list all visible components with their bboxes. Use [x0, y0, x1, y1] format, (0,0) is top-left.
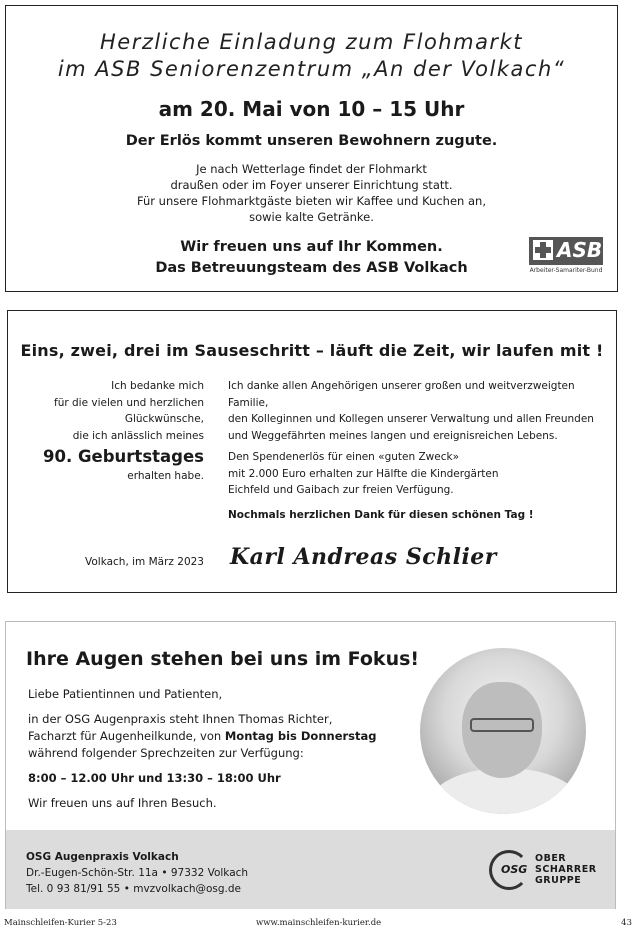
body-line: Je nach Wetterlage findet der Flohmarkt	[196, 162, 427, 176]
doctor-photo	[420, 648, 586, 814]
asb-logo-text: ASB	[557, 238, 603, 262]
birthday-left-column	[28, 378, 204, 485]
logo-word: OBER	[535, 853, 567, 864]
birthday-thanks-ad	[7, 310, 617, 593]
thanks-paragraph	[228, 378, 608, 444]
headline-line-2: im ASB Seniorenzentrum „An der Volkach“	[57, 57, 566, 81]
intro-days: Montag bis Donnerstag	[224, 729, 377, 743]
signature: Karl Andreas Schlier	[230, 544, 497, 570]
publication-issue: Mainschleifen-Kurier 5-23	[4, 918, 117, 928]
donation-paragraph	[228, 449, 608, 499]
birthday-big-text: 90. Geburtstages	[43, 447, 204, 466]
event-date: am 20. Mai von 10 – 15 Uhr	[158, 97, 465, 121]
practice-contact: Tel. 0 93 81/91 55 • mvzvolkach@osg.de	[26, 883, 242, 895]
logo-word: GRUPPE	[535, 875, 582, 886]
para-line: Eichfeld und Gaibach zur freien Verfügung.	[228, 484, 454, 496]
para-line: mit 2.000 Euro erhalten zur Hälfte die Kindergärten	[228, 467, 499, 480]
left-line: Glückwünsche,	[124, 413, 204, 425]
cross-icon	[533, 240, 553, 260]
intro-line: während folgender Sprechzeiten zur Verfügung:	[28, 746, 304, 760]
left-line: für die vielen und herzlichen	[54, 396, 204, 409]
osg-intro	[28, 711, 418, 762]
final-thanks: Nochmals herzlichen Dank für diesen schönen Tag !	[228, 508, 534, 521]
para-line: Den Spendenerlös für einen «guten Zweck»	[228, 451, 460, 463]
place-date: Volkach, im März 2023	[84, 556, 204, 568]
left-line: Ich bedanke mich	[111, 380, 204, 392]
intro-line: in der OSG Augenpraxis steht Ihnen Thomas Richter,	[28, 712, 333, 726]
osg-eye-clinic-ad	[5, 621, 616, 909]
headline-line-1: Herzliche Einladung zum Flohmarkt	[100, 30, 523, 54]
osg-greeting: Liebe Patientinnen und Patienten,	[28, 687, 223, 701]
para-line: und Weggefährten meines langen und ereignisreichen Lebens.	[228, 429, 558, 442]
proceeds-note: Der Erlös kommt unseren Bewohnern zugute.	[125, 133, 498, 149]
body-line: sowie kalte Getränke.	[249, 210, 374, 224]
para-line: den Kolleginnen und Kollegen unserer Verwaltung und allen Freunden	[228, 413, 594, 425]
asb-logo	[529, 237, 603, 277]
closing-line-2: Das Betreuungsteam des ASB Volkach	[155, 260, 468, 276]
body-line: Für unsere Flohmarktgäste bieten wir Kaffee und Kuchen an,	[137, 194, 486, 208]
logo-word: SCHARRER	[535, 864, 597, 875]
osg-logo-mark: OSG	[501, 863, 528, 876]
flohmarkt-body	[6, 161, 617, 225]
flohmarkt-closing	[6, 237, 617, 279]
left-line: die ich anlässlich meines	[72, 429, 204, 442]
osg-title: Ihre Augen stehen bei uns im Fokus!	[26, 648, 420, 670]
osg-contact-bar	[6, 830, 615, 909]
osg-logo-words	[535, 853, 597, 886]
intro-line: Facharzt für Augenheilkunde, von	[28, 729, 225, 743]
osg-body	[28, 686, 418, 820]
left-line: erhalten habe.	[127, 470, 204, 482]
flohmarkt-headline	[6, 29, 617, 83]
office-hours: 8:00 – 12.00 Uhr und 13:30 – 18:00 Uhr	[28, 771, 281, 785]
para-line: Ich danke allen Angehörigen unserer großen und weitverzweigten Familie,	[228, 380, 575, 409]
osg-logo	[489, 850, 609, 890]
page-footer	[0, 915, 640, 933]
birthday-right-column	[228, 378, 608, 528]
osg-closing: Wir freuen uns auf Ihren Besuch.	[28, 796, 217, 810]
practice-name: OSG Augenpraxis Volkach	[26, 851, 179, 863]
asb-logo-box	[529, 237, 603, 265]
closing-line-1: Wir freuen uns auf Ihr Kommen.	[180, 239, 443, 255]
flohmarkt-ad	[5, 5, 618, 292]
practice-address: Dr.-Eugen-Schön-Str. 11a • 97332 Volkach	[26, 867, 249, 879]
birthday-headline: Eins, zwei, drei im Sauseschritt – läuft die Zeit, wir laufen mit !	[20, 341, 604, 360]
asb-logo-subtitle: Arbeiter-Samariter-Bund	[529, 267, 603, 274]
glasses-icon	[470, 718, 534, 732]
page-number: 43	[621, 918, 632, 928]
body-line: draußen oder im Foyer unserer Einrichtung statt.	[170, 178, 453, 192]
osg-contact-lines	[26, 849, 248, 897]
publication-url: www.mainschleifen-kurier.de	[256, 918, 382, 928]
